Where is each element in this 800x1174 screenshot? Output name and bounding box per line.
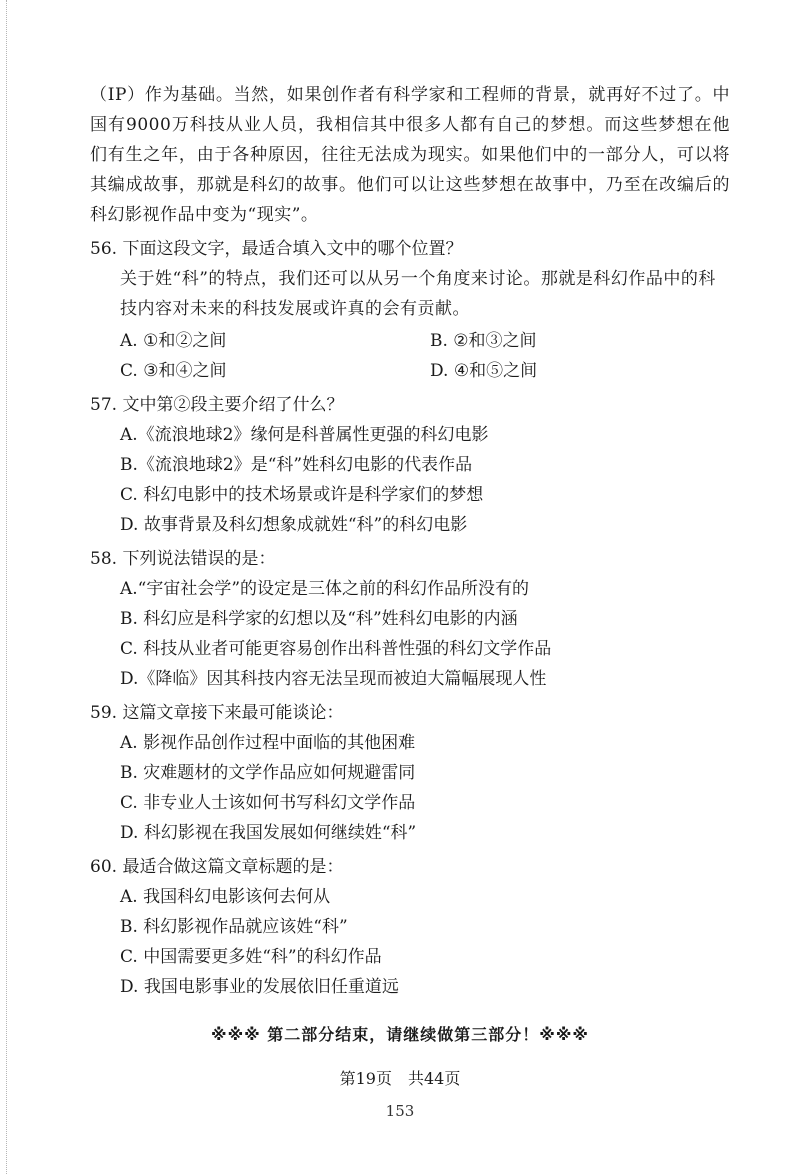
page-number: 第19页 共44页: [339, 1069, 461, 1088]
option-b[interactable]: B. 灾难题材的文学作品应如何规避雷同: [120, 763, 416, 783]
option-b[interactable]: B. 科幻影视作品就应该姓“科”: [120, 917, 348, 937]
options-grid: [120, 326, 730, 386]
option-a[interactable]: A. 我国科幻电影该何去何从: [120, 887, 331, 907]
question-57: [90, 390, 730, 540]
option-a[interactable]: A.“宇宙社会学”的设定是三体之前的科幻作品所没有的: [120, 579, 530, 599]
question-stem: 下列说法错误的是：: [122, 549, 276, 569]
option-b[interactable]: B. ②和③之间: [430, 331, 537, 351]
question-59: [90, 698, 730, 848]
option-c[interactable]: C. 科技从业者可能更容易创作出科普性强的科幻文学作品: [120, 639, 552, 659]
option-a[interactable]: A.《流浪地球2》缘何是科普属性更强的科幻电影: [120, 425, 489, 445]
question-number: 56.: [90, 239, 118, 259]
section-end-banner: ※※※ 第二部分结束，请继续做第三部分！※※※: [211, 1025, 589, 1044]
option-d[interactable]: D. ④和⑤之间: [430, 361, 538, 381]
option-b[interactable]: B.《流浪地球2》是“科”姓科幻电影的代表作品: [120, 455, 473, 475]
question-number: 57.: [90, 395, 118, 415]
option-d[interactable]: D. 故事背景及科幻想象成就姓“科”的科幻电影: [120, 515, 468, 535]
option-d[interactable]: D. 我国电影事业的发展依旧任重道远: [120, 977, 399, 997]
question-56: [90, 234, 730, 386]
question-stem: 下面这段文字，最适合填入文中的哪个位置？: [122, 239, 463, 259]
option-c[interactable]: C. ③和④之间: [120, 361, 227, 381]
option-b[interactable]: B. 科幻应是科学家的幻想以及“科”姓科幻电影的内涵: [120, 609, 518, 629]
question-quote: 关于姓“科”的特点，我们还可以从另一个角度来讨论。那就是科幻作品中的科技内容对未来的科技发展或许真的会有贡献。: [120, 269, 716, 319]
passage-paragraph: （IP）作为基础。当然，如果创作者有科学家和工程师的背景，就再好不过了。中国有9000万科技从业人员，我相信其中很多人都有自己的梦想。而这些梦想在他们有生之年，由于各种原因，往往无法成为现实。如果他们中的一部分人，可以将其编成故事，那就是科幻的故事。他们可以让这些梦想在故事中，乃至在改编后的科幻影视作品中变为“现实”。: [90, 85, 730, 225]
question-number: 59.: [90, 703, 118, 723]
question-stem: 文中第②段主要介绍了什么？: [122, 395, 344, 415]
question-stem: 这篇文章接下来最可能谈论：: [122, 703, 344, 723]
question-number: 58.: [90, 549, 118, 569]
binding-dotted-line: [6, 0, 7, 1174]
option-d[interactable]: D. 科幻影视在我国发展如何继续姓“科”: [120, 823, 417, 843]
question-number: 60.: [90, 857, 118, 877]
option-d[interactable]: D.《降临》因其科技内容无法呈现而被迫大篇幅展现人性: [120, 669, 547, 689]
option-c[interactable]: C. 科幻电影中的技术场景或许是科学家们的梦想: [120, 485, 484, 505]
question-60: [90, 852, 730, 1002]
question-stem: 最适合做这篇文章标题的是：: [122, 857, 344, 877]
sheet-number: 153: [385, 1102, 415, 1120]
question-58: [90, 544, 730, 694]
exam-page: [90, 80, 730, 1002]
option-c[interactable]: C. 中国需要更多姓“科”的科幻作品: [120, 947, 382, 967]
option-c[interactable]: C. 非专业人士该如何书写科幻文学作品: [120, 793, 416, 813]
option-a[interactable]: A. 影视作品创作过程中面临的其他困难: [120, 733, 416, 753]
option-a[interactable]: A. ①和②之间: [120, 331, 227, 351]
